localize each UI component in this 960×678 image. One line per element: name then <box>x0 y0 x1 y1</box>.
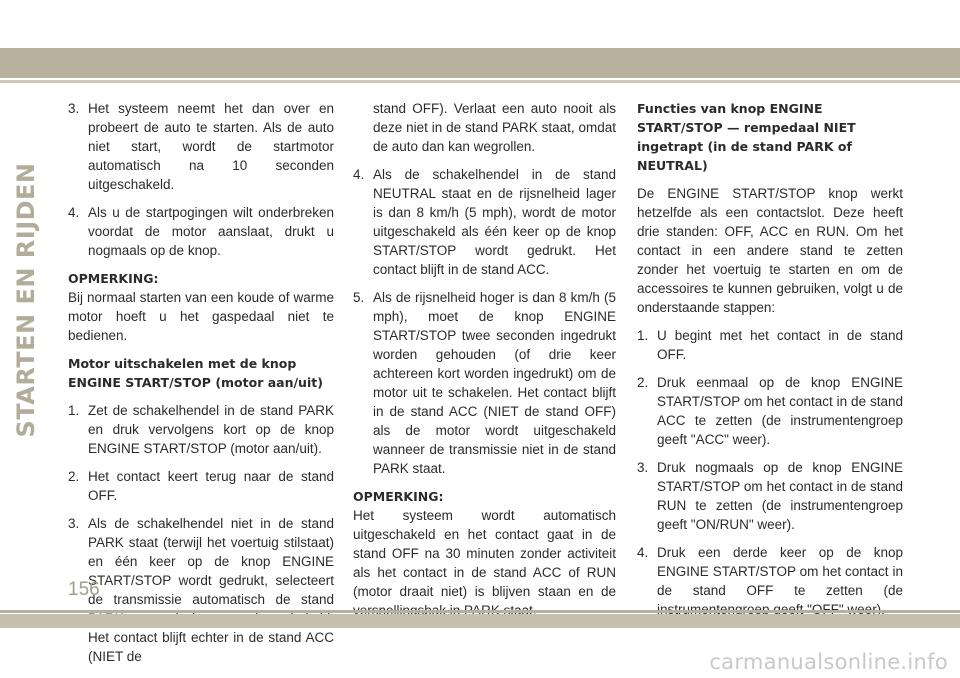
list-number: 1. <box>68 403 80 418</box>
watermark: carmanualsonline.info <box>709 650 948 674</box>
section-heading: Motor uitschakelen met de knop ENGINE START/STOP (motor aan/uit) <box>68 356 323 390</box>
list-text: Als de rijsnelheid hoger is dan 8 km/h (5 mph), moet de knop ENGINE START/STOP twee seconden ingedrukt worden gehouden (of drie keer achtereen kort worden ingedrukt) om de motor uit te schakelen. Het contact blijft in de stand ACC (NIET de stand OFF) als de motor wordt uitgeschakeld wanneer de transmissie niet in de stand PARK staat. <box>373 290 616 476</box>
list-text: U begint met het contact in de stand OFF. <box>657 328 903 362</box>
header-rule <box>0 80 960 83</box>
note-label: OPMERKING: <box>68 271 159 286</box>
list-number: 2. <box>68 469 80 484</box>
column-2 <box>353 99 616 629</box>
list-number: 4. <box>68 205 80 220</box>
list-item <box>68 467 334 505</box>
list-text: Als u de startpogingen wilt onderbreken voordat de motor aanslaat, drukt u nogmaals op de knop. <box>88 205 334 258</box>
list-number: 3. <box>68 516 80 531</box>
list-text: stand OFF). Verlaat een auto nooit als deze niet in de stand PARK staat, omdat de auto dan kan wegrollen. <box>373 101 616 154</box>
list-text: Het contact keert terug naar de stand OFF. <box>88 469 334 503</box>
list-item <box>68 203 334 260</box>
list-item <box>353 288 616 478</box>
list-item <box>353 165 616 279</box>
footer-rule <box>0 610 960 613</box>
chapter-side-tab: STARTEN EN RIJDEN <box>12 162 40 438</box>
list-number: 2. <box>637 375 649 390</box>
note-text: Bij normaal starten van een koude of warme motor hoeft u het gaspedaal niet te bedienen. <box>68 290 334 343</box>
list-text: Zet de schakelhendel in de stand PARK en druk vervolgens kort op de knop ENGINE START/STOP (motor aan/uit). <box>88 403 334 456</box>
header-band <box>0 48 960 78</box>
list-number: 4. <box>353 167 365 182</box>
list-number: 5. <box>353 290 365 305</box>
list-item <box>637 458 903 534</box>
list-text: Druk eenmaal op de knop ENGINE START/STOP om het contact in de stand ACC te zetten (de instrumentengroep geeft "ACC" weer). <box>657 375 903 447</box>
section-heading: Functies van knop ENGINE START/STOP — rempedaal NIET ingetrapt (in de stand PARK of NEUTRAL) <box>637 101 856 173</box>
list-number: 4. <box>637 545 649 560</box>
page-number: 156 <box>68 579 100 600</box>
list-item <box>68 99 334 194</box>
list-text: Het systeem neemt het dan over en probeert de auto te starten. Als de auto niet start, wordt de startmotor automatisch na 10 seconden uitgeschakeld. <box>88 101 334 192</box>
list-item <box>637 543 903 619</box>
list-text: Druk nogmaals op de knop ENGINE START/STOP om het contact in de stand RUN te zetten (de instrumentengroep geeft "ON/RUN" weer). <box>657 460 903 532</box>
list-text: Als de schakelhendel niet in de stand PARK staat (terwijl het voertuig stilstaat) en één keer op de knop ENGINE START/STOP wordt gedrukt, selecteert de transmissie automatisch de stand Het contact blijft echter in de stand ACC (NIET de <box>88 516 334 664</box>
list-item <box>68 514 334 666</box>
list-item <box>637 326 903 364</box>
list-item <box>637 373 903 449</box>
note-label: OPMERKING: <box>353 489 444 504</box>
column-1 <box>68 99 334 675</box>
column-3 <box>637 99 903 628</box>
intro-paragraph: De ENGINE START/STOP knop werkt hetzelfde als een contactslot. Deze heeft drie standen: OFF, ACC en RUN. Om het contact in een andere stand te zetten zonder het voertuig te starten en om de accessoires te kunnen gebruiken, volgt u de onderstaande stappen: <box>637 186 903 315</box>
list-number: 1. <box>637 328 649 343</box>
list-item-continued <box>353 99 616 156</box>
list-number: 3. <box>68 101 80 116</box>
list-item <box>68 401 334 458</box>
list-number: 3. <box>637 460 649 475</box>
list-text: Druk een derde keer op de knop ENGINE START/STOP om het contact in de stand OFF te zetten (de <box>657 545 903 598</box>
note-text: Het systeem wordt automatisch uitgeschakeld en het contact gaat in de stand OFF na 30 minuten zonder activiteit als het contact in de stand ACC of RUN (motor draait niet) is blijven staan en de <box>353 508 616 599</box>
list-text: Als de schakelhendel in de stand NEUTRAL staat en de rijsnelheid lager is dan 8 km/h (5 mph), wordt de motor uitgeschakeld als één keer op de knop START/STOP wordt gedrukt. Het contact blijft in de stand ACC. <box>373 167 616 277</box>
footer-band <box>0 614 960 628</box>
